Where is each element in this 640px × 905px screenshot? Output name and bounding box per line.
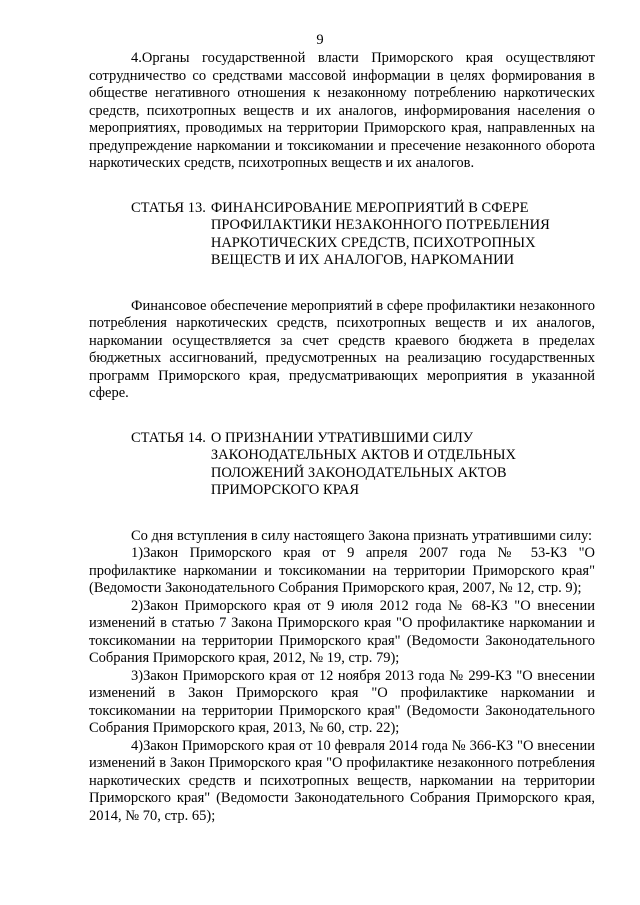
article-14-intro: Со дня вступления в силу настоящего Закона признать утратившими силу:	[131, 527, 593, 544]
list-item: 1)Закон Приморского края от 9 апреля 2007 года № 53-КЗ "О профилактике наркомании и токсикомании на территории Приморского края" (Ведомости Законодательного Собрания Приморского края, 2007, № 12, стр. 9);	[89, 545, 595, 596]
list-item: 3)Закон Приморского края от 12 ноября 2013 года № 299-КЗ "О внесении изменений в Закон Приморского края "О профилактике наркомании и токсикомании на территории Приморского края" (Ведомости Законодательного Собрания Приморского края, 2013, № 60, стр. 22);	[89, 667, 595, 736]
page-content	[89, 50, 595, 825]
page-number: 9	[316, 32, 324, 48]
article-13-number: СТАТЬЯ 13.	[131, 199, 206, 216]
paragraph-4: 4.Органы государственной власти Приморского края осуществляют сотрудничество со средствами массовой информации в целях формирования в обществе негативного отношения к незаконному потреблению наркотических средств, психотропных веществ и их аналогов, информирования населения о мероприятиях, проводимых на территории Приморского края, направленных на предупреждение наркомании и токсикомании и пресечение незаконного оборота наркотических средств, психотропных веществ и их аналогов.	[89, 50, 595, 171]
list-item: 2)Закон Приморского края от 9 июля 2012 года № 68-КЗ "О внесении изменений в статью 7 Закона Приморского края "О профилактике наркомании и токсикомании на территории Приморского края" (Ведомости Законодательного Собрания Приморского края, 2012, № 19, стр. 79);	[89, 597, 595, 666]
article-13-title: ФИНАНСИРОВАНИЕ МЕРОПРИЯТИЙ В СФЕРЕ ПРОФИЛАКТИКИ НЕЗАКОННОГО ПОТРЕБЛЕНИЯ НАРКОТИЧЕСКИХ СРЕДСТВ, ПСИХОТРОПНЫХ ВЕЩЕСТВ И ИХ АНАЛОГОВ, НАРКОМАНИИ	[210, 199, 550, 268]
article-14-title: О ПРИЗНАНИИ УТРАТИВШИМИ СИЛУ ЗАКОНОДАТЕЛЬНЫХ АКТОВ И ОТДЕЛЬНЫХ ПОЛОЖЕНИЙ ЗАКОНОДАТЕЛЬНЫХ АКТОВ ПРИМОРСКОГО КРАЯ	[210, 429, 516, 498]
repealed-acts-list	[89, 545, 595, 825]
article-13-text: Финансовое обеспечение мероприятий в сфере профилактики незаконного потребления наркотических средств, психотропных веществ и их аналогов, наркомании осуществляется за счет средств краевого бюджета в пределах бюджетных ассигнований, предусмотренных на реализацию государственных программ Приморского края, предусматривающих мероприятия в указанной сфере.	[89, 297, 595, 401]
list-item: 4)Закон Приморского края от 10 февраля 2014 года № 366-КЗ "О внесении изменений в Закон Приморского края "О профилактике незаконного потребления наркотических средств и психотропных веществ, наркомании на территории Приморского края" (Ведомости Законодательного Собрания Приморского края, 2014, № 70, стр. 65);	[89, 737, 595, 824]
article-13-heading	[89, 200, 595, 270]
article-14-heading	[89, 430, 595, 500]
article-14-number: СТАТЬЯ 14.	[131, 429, 206, 446]
